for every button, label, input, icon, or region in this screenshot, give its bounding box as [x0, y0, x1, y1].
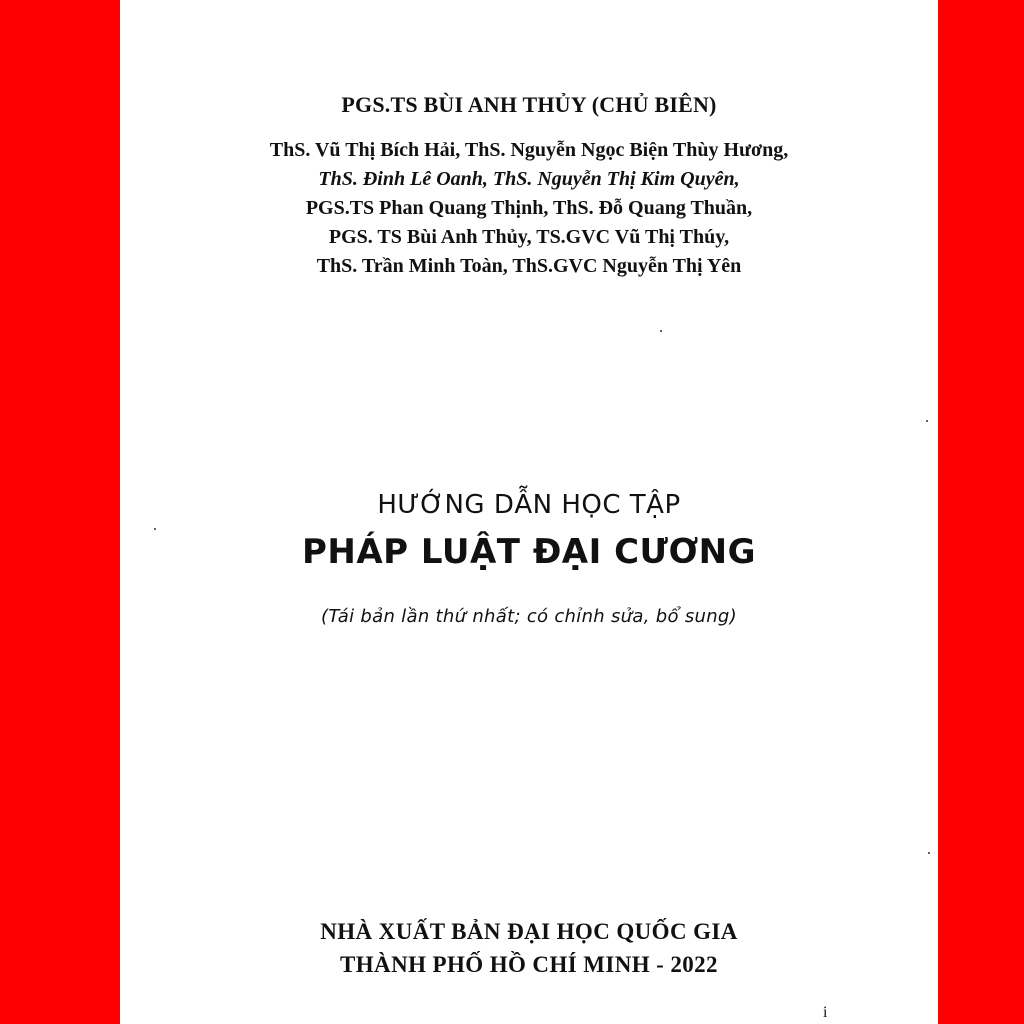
edition-note: (Tái bản lần thứ nhất; có chỉnh sửa, bổ sung): [321, 606, 737, 627]
author-line: PGS. TS Bùi Anh Thủy, TS.GVC Vũ Thị Thúy,: [328, 226, 730, 248]
publisher-block: [120, 915, 938, 981]
publisher-city-year: THÀNH PHỐ HỒ CHÍ MINH - 2022: [340, 952, 718, 977]
scan-speck: [154, 528, 156, 530]
title-page: [120, 0, 938, 1024]
book-subtitle: HƯỚNG DẪN HỌC TẬP: [377, 490, 681, 520]
author-line: ThS. Đinh Lê Oanh, ThS. Nguyễn Thị Kim Quyên,: [318, 168, 740, 190]
publisher-name: NHÀ XUẤT BẢN ĐẠI HỌC QUỐC GIA: [320, 919, 738, 944]
author-line: ThS. Trần Minh Toàn, ThS.GVC Nguyễn Thị Yên: [316, 255, 742, 277]
author-line: PGS.TS Phan Quang Thịnh, ThS. Đỗ Quang Thuần,: [305, 197, 753, 219]
author-list: [120, 136, 938, 281]
scan-speck: [928, 852, 930, 854]
page-number: i: [823, 1004, 828, 1021]
chief-editor: PGS.TS BÙI ANH THỦY (CHỦ BIÊN): [341, 92, 717, 117]
book-title: PHÁP LUẬT ĐẠI CƯƠNG: [301, 532, 757, 572]
scan-speck: [926, 420, 928, 422]
author-line: ThS. Vũ Thị Bích Hải, ThS. Nguyễn Ngọc Biện Thùy Hương,: [269, 139, 789, 161]
scan-speck: [660, 330, 662, 332]
